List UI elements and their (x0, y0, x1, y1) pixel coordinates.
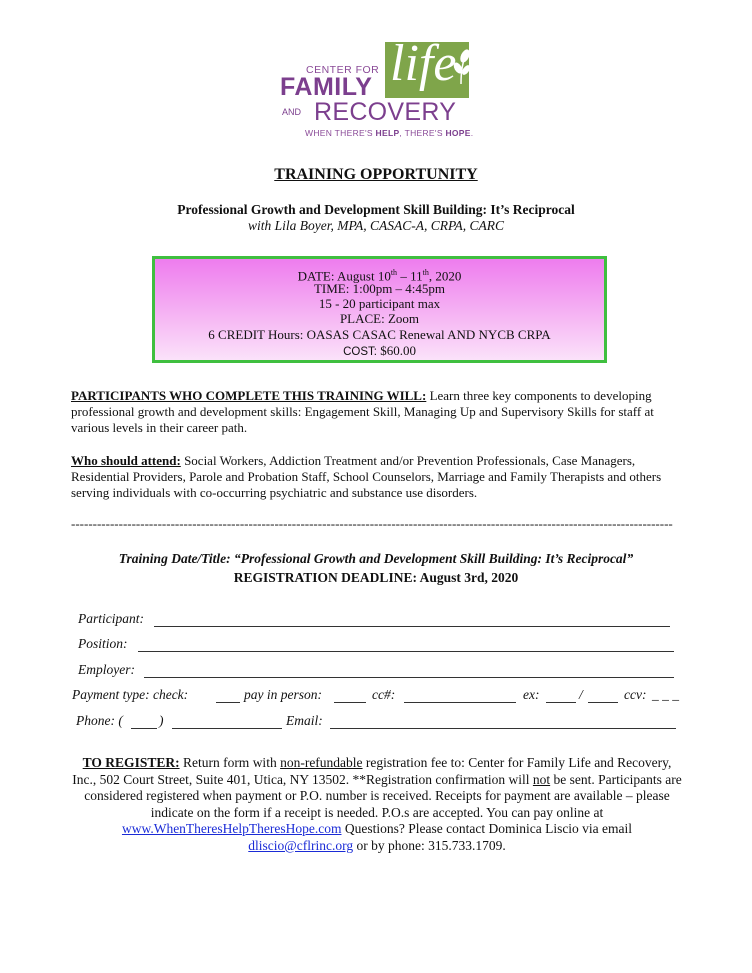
pay-in-person-label: pay in person: (244, 687, 322, 702)
event-credits: 6 CREDIT Hours: OASAS CASAC Renewal AND NYCB CRPA (208, 327, 551, 342)
instructor-line: with Lila Boyer, MPA, CASAC-A, CRPA, CARC (248, 218, 504, 233)
email-label: Email: (286, 713, 323, 728)
register-heading: TO REGISTER: (82, 755, 180, 770)
website-link[interactable]: www.WhenTheresHelpTheresHope.com (121, 821, 342, 836)
logo-recovery: RECOVERY (314, 98, 457, 126)
participants-paragraph: PARTICIPANTS WHO COMPLETE THIS TRAINING WILL: Learn three key components to developing professional growth and development skills: Engagement Skill, Managing Up and Supervisory Skills for staff at various levels in their career path. (71, 388, 654, 435)
attend-paragraph: Who should attend: Social Workers, Addiction Treatment and/or Prevention Professionals, Case Managers, Residential Providers, Parole and Probation Staff, School Counselors, Marriage and Family Therapists and others serving individuals with co-occurring psychiatric and substance use disorders. (71, 453, 662, 500)
ex-label: ex: (523, 687, 540, 702)
cc-label: cc#: (372, 687, 396, 702)
event-date: DATE: August 10th – 11th, 2020 (297, 268, 462, 284)
event-time: TIME: 1:00pm – 4:45pm (313, 281, 446, 296)
registration-title: Training Date/Title: “Professional Growth and Development Skill Building: It’s Reciprocal” (118, 551, 634, 566)
event-info-box (152, 256, 607, 363)
participants-heading: PARTICIPANTS WHO COMPLETE THIS TRAINING WILL: (71, 388, 427, 403)
phone-area-field[interactable] (131, 728, 157, 729)
logo-center-for: CENTER FOR (306, 64, 380, 76)
register-instructions: TO REGISTER: Return form with non-refundable registration fee to: Center for Family Life and Recovery, Inc., 502 Court Street, Suite 401, Utica, NY 13502. **Registration confirmation will not be sent. Participants are considered registered when payment or P.O. number is received. Receipts for payment are available – please indicate on the form if a receipt is needed. P.O.s are accepted. You can pay online at www.WhenTheresHelpTheresHope.com Questions? Please contact Dominica Liscio via email dliscio@cflrinc.org or by phone: 315.733.1709. (72, 755, 682, 853)
attend-heading: Who should attend: (71, 453, 181, 468)
logo-and: AND (282, 107, 302, 117)
ex-separator: / (579, 687, 583, 702)
registration-deadline: REGISTRATION DEADLINE: August 3rd, 2020 (233, 570, 519, 585)
email-link[interactable]: dliscio@cflrinc.org (248, 837, 354, 853)
ex-month-field[interactable] (546, 702, 576, 703)
phone-number-field[interactable] (172, 728, 282, 729)
phone-label: Phone: ( (76, 713, 123, 728)
course-title: Professional Growth and Development Skill Building: It’s Reciprocal (177, 202, 575, 217)
ccv-label: ccv: (624, 687, 647, 702)
payment-type-label: Payment type: check: (72, 687, 189, 702)
divider-line: ------------------------------------------------------------------------------------------------------------------------------------------- (71, 516, 673, 531)
employer-label: Employer: (78, 662, 135, 677)
logo-tagline: WHEN THERE'S HELP, THERE'S HOPE. (305, 128, 474, 138)
position-label: Position: (78, 636, 128, 651)
logo-life-text: life (390, 35, 457, 92)
pay-in-person-field[interactable] (334, 702, 366, 703)
cc-number-field[interactable] (404, 702, 516, 703)
participant-field[interactable] (154, 626, 670, 627)
employer-field[interactable] (144, 677, 674, 678)
position-field[interactable] (138, 651, 674, 652)
event-place: PLACE: Zoom (339, 311, 420, 326)
event-cost: COST: $60.00 (343, 343, 416, 358)
organization-logo (280, 35, 480, 140)
email-field[interactable] (330, 728, 676, 729)
logo-family: FAMILY (280, 73, 373, 101)
participant-label: Participant: (78, 611, 144, 626)
page-title: TRAINING OPPORTUNITY (274, 166, 478, 183)
ccv-field[interactable]: _ _ _ (652, 687, 679, 702)
check-field[interactable] (216, 702, 240, 703)
phone-close-paren: ) (159, 713, 164, 728)
event-capacity: 15 - 20 participant max (318, 296, 441, 311)
ex-year-field[interactable] (588, 702, 618, 703)
